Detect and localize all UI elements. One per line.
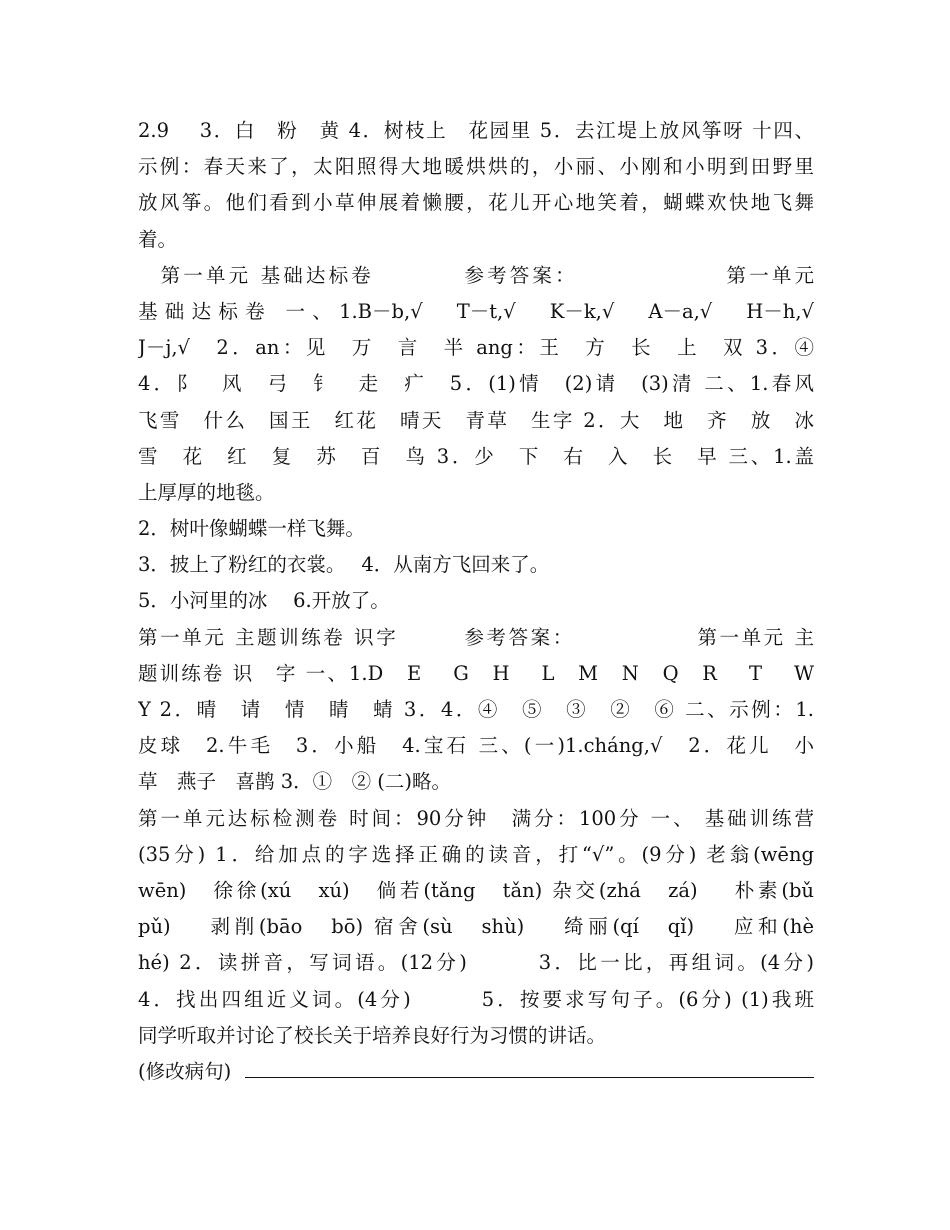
blank-label: (修改病句) [138,1059,232,1083]
section-heading-line: 第一单元 基础达标卷 参考答案： 第一单元 [138,263,814,287]
text-line: 4．阝 风 弓 钅 走 疒 5．(1)情 (2)请 (3)清 二、1.春风 [138,372,814,396]
answer-blank-line [138,1054,814,1090]
text-line: (35分) 1．给加点的字选择正确的读音，打“√”。(9分) 老翁(wēng [138,842,814,866]
text-line: 2．树叶像蝴蝶一样飞舞。 [138,517,365,541]
text-line: 题训练卷 识 字 一、1.D E G H L M N Q R T W [138,661,814,685]
text-line: 示例：春天来了，太阳照得大地暖烘烘的，小丽、小刚和小明到田野里 [138,155,814,179]
text-line: 飞雪 什么 国王 红花 晴天 青草 生字 2．大 地 齐 放 冰 [138,408,814,432]
text-line: 着。 [138,227,178,251]
text-line: J－j,√ 2．an：见 万 言 半 ang：王 方 长 上 双 3．④ [138,336,814,360]
text-line: 同学听取并讨论了校长关于培养良好行为习惯的讲话。 [138,1023,607,1047]
answer-document [138,113,814,1090]
text-line: Y 2．晴 请 情 睛 蜻 3．4．④ ⑤ ③ ② ⑥ 二、示例：1. [138,698,814,721]
text-line: 草 燕子 喜鹊 3．① ② (二)略。 [138,770,452,794]
text-line: 2.9 3．白 粉 黄 4．树枝上 花园里 5．去江堤上放风筝呀 十四、 [138,119,814,142]
text-line: hé) 2．读拼音，写词语。(12分) 3．比一比，再组词。(4分) [138,951,814,975]
text-line: pǔ) 剥削(bāo bō) 宿舍(sù shù) 绮丽(qí qǐ) 应和(hè [138,915,814,939]
section-heading-line: 第一单元 主题训练卷 识字 参考答案： 第一单元 主 [138,625,814,649]
text-line: 3．披上了粉红的衣裳。 4．从南方飞回来了。 [138,553,550,577]
text-line: 基础达标卷 一、1.B－b,√ T－t,√ K－k,√ A－a,√ H－h,√ [138,299,814,323]
text-line: 皮球 2.牛毛 3．小船 4.宝石 三、(一)1.cháng,√ 2．花儿 小 [138,734,814,758]
text-line: 放风筝。他们看到小草伸展着懒腰，花儿开心地笑着，蝴蝶欢快地飞舞 [138,191,814,215]
text-line: 5．小河里的冰 6.开放了。 [138,589,390,613]
section-heading-line: 第一单元达标检测卷 时间：90分钟 满分：100分 一、 基础训练营 [138,806,814,830]
text-line: wēn) 徐徐(xú xú) 倘若(tǎng tǎn) 杂交(zhá zá) 朴素(bǔ [138,878,814,902]
text-line: 上厚厚的地毯。 [138,480,275,504]
text-line: 雪 花 红 复 苏 百 鸟 3．少 下 右 入 长 早 三、1.盖 [138,444,814,468]
text-line: 4．找出四组近义词。(4分) 5．按要求写句子。(6分) (1)我班 [138,987,814,1011]
answer-blank[interactable] [245,1055,814,1078]
